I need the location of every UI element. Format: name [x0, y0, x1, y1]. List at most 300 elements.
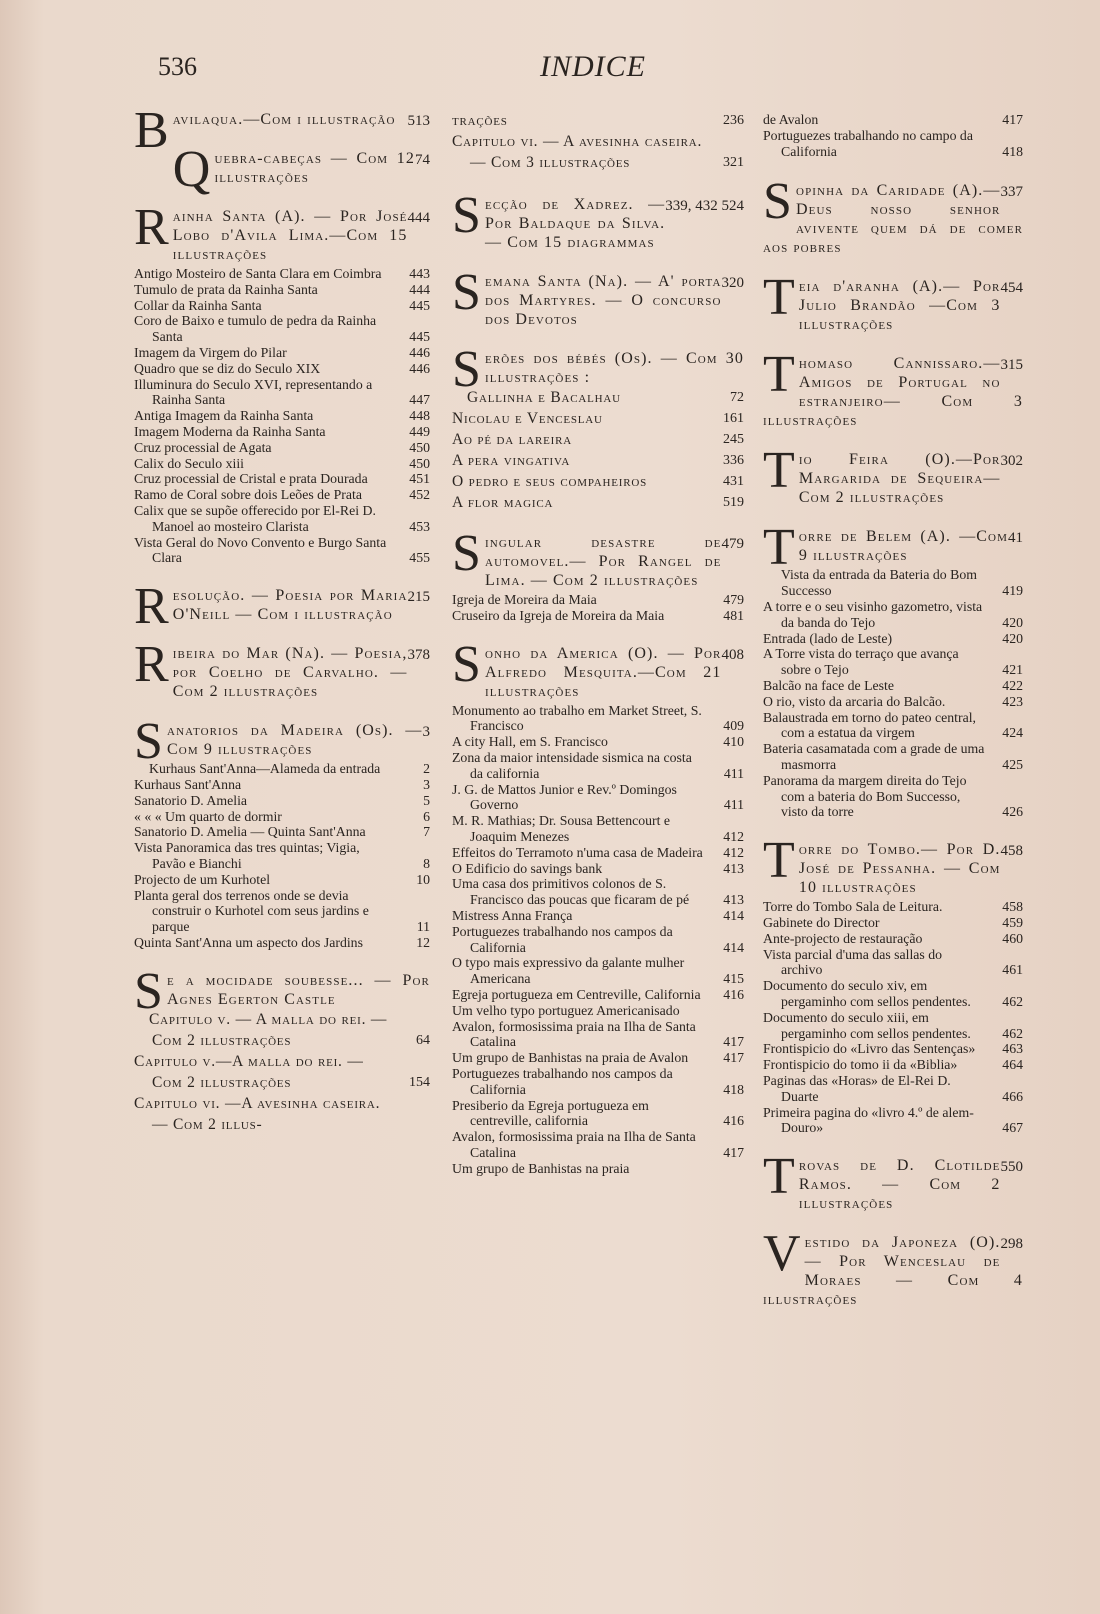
entry-title: esolução. — Poesia por Maria O'Neill — Com i illustração [172, 587, 408, 624]
index-entry [452, 187, 744, 252]
illustration-item [452, 955, 744, 987]
illustration-item [134, 282, 430, 298]
illustration-caption: Sanatorio D. Amelia [134, 792, 248, 808]
drop-initial: T [763, 519, 796, 577]
illustration-item [134, 345, 430, 361]
sub-entry [452, 492, 744, 513]
illustration-page: 445 [409, 297, 430, 313]
illustration-page: 415 [723, 971, 744, 987]
drop-initial: B [134, 102, 170, 159]
entry-heading [452, 187, 744, 252]
illustration-page: 417 [723, 1034, 744, 1050]
illustration-item [134, 298, 430, 314]
illustration-page: 423 [1002, 693, 1023, 709]
entry-page: 513 [407, 113, 430, 129]
illustration-page: 418 [1002, 143, 1023, 159]
illustration-item [763, 128, 1023, 160]
illustration-item [452, 813, 744, 845]
sub-entry-page: 154 [409, 1074, 430, 1090]
drop-initial: S [134, 713, 165, 771]
illustration-caption: Imagem da Virgem do Pilar [134, 344, 287, 360]
illustration-page: 419 [1002, 583, 1023, 599]
entry-heading [134, 636, 430, 701]
illustration-caption: Portuguezes trabalhando no campo da California [763, 127, 973, 159]
illustration-caption: Panorama da margem direita do Tejo com a bateria do Bom Successo, visto da torre [763, 772, 967, 820]
entry-title: estido da Japoneza (O). — Por Wenceslau de Moraes — Com 4 illustrações [763, 1234, 1023, 1309]
entry-heading [134, 578, 430, 636]
illustration-page: 418 [723, 1081, 744, 1097]
illustration-item [452, 782, 744, 814]
drop-initial: T [763, 1148, 796, 1206]
illustration-list [763, 567, 1023, 820]
sub-entry [452, 110, 744, 131]
drop-initial: S [452, 525, 483, 582]
illustration-caption: Avalon, formosissima praia na Ilha de Santa Catalina [452, 1129, 696, 1160]
illustration-list [452, 592, 744, 624]
illustration-caption: Collar da Rainha Santa [134, 297, 262, 313]
drop-initial: R [134, 578, 170, 636]
index-entry [763, 1225, 1023, 1309]
entry-page: 408 [721, 646, 744, 663]
entry-title: e a mocidade soubesse... — Por Agnes Egerton Castle [167, 971, 430, 1008]
illustration-caption: Calix que se supõe offerecido por El-Rei D. Manoel ao mosteiro Clarista [134, 502, 376, 534]
index-entry [763, 112, 1023, 159]
illustration-item [134, 471, 430, 487]
illustration-item [763, 1057, 1023, 1073]
drop-initial: T [763, 442, 796, 500]
illustration-caption: Portuguezes trabalhando nos campos da California [452, 1065, 673, 1097]
illustration-caption: Cruz processial de Agata [134, 439, 272, 455]
index-entry [134, 141, 430, 198]
illustration-item [452, 608, 744, 624]
illustration-item [452, 1003, 744, 1019]
entry-heading [134, 102, 430, 159]
illustration-item [763, 1041, 1023, 1057]
entry-page: 302 [1000, 453, 1023, 470]
illustration-caption: Projecto de um Kurhotel [134, 871, 271, 887]
illustration-item [763, 1105, 1023, 1137]
illustration-item [134, 840, 430, 872]
illustration-page: 412 [723, 844, 744, 860]
entry-page: 337 [1000, 184, 1023, 201]
illustration-caption: Zona da maior intensidade sismica na costa da california [452, 749, 692, 781]
illustration-page: 463 [1002, 1041, 1023, 1057]
illustration-list [763, 112, 1023, 159]
illustration-item [763, 741, 1023, 773]
index-entry [134, 102, 430, 159]
illustration-caption: Tumulo de prata da Rainha Santa [134, 281, 318, 297]
illustration-page: 10 [416, 871, 430, 887]
drop-initial: R [134, 636, 170, 694]
entry-title: ainha Santa (A). — Por José Lobo d'Avila Lima.—Com 15 illustrações [172, 208, 408, 263]
illustration-item [134, 935, 430, 951]
entry-title: eia d'aranha (A).— Por Julio Brandão —Com 3 illustrações [798, 278, 1001, 334]
sub-entry-text: trações [452, 112, 508, 129]
illustration-item [134, 424, 430, 440]
entry-title: ibeira do Mar (Na). — Poesia, por Coelho de Carvalho. — Com 2 illustrações [172, 645, 408, 701]
illustration-item [134, 888, 430, 935]
illustration-page: 461 [1002, 962, 1023, 978]
sub-entry-text: Nicolau e Venceslau [452, 410, 603, 427]
index-entry [134, 636, 430, 701]
sub-entry-text: O pedro e seus compaheiros [452, 473, 648, 490]
illustration-caption: Vista Geral do Novo Convento e Burgo Santa Clara [134, 534, 387, 566]
entry-title: homaso Cannissaro.—Amigos de Portugal no estranjeiro— Com 3 illustrações [763, 355, 1023, 430]
index-column-3 [763, 110, 1023, 1329]
entry-title: io Feira (O).—Por Margarida de Sequeira—Com 2 illustrações [798, 451, 1001, 507]
illustration-item [134, 313, 430, 345]
illustration-caption: Um grupo de Banhistas na praia [452, 1160, 630, 1176]
illustration-caption: A city Hall, em S. Francisco [452, 734, 608, 750]
illustration-page: 460 [1002, 930, 1023, 946]
sub-entry [134, 1051, 430, 1093]
illustration-caption: Entrada (lado de Leste) [763, 630, 893, 646]
illustration-page: 458 [1002, 899, 1023, 915]
drop-initial: Q [172, 141, 212, 198]
entry-heading [763, 519, 1023, 577]
illustration-page: 443 [409, 266, 430, 281]
illustration-page: 416 [723, 986, 744, 1002]
illustration-item [134, 487, 430, 503]
illustration-caption: Paginas das «Horas» de El-Rei D. Duarte [763, 1072, 951, 1104]
entry-page: 320 [721, 275, 744, 291]
entry-page: 215 [407, 589, 430, 606]
illustration-caption: Kurhaus Sant'Anna [134, 776, 242, 792]
illustration-caption: A Torre vista do terraço que avança sobre o Tejo [763, 646, 959, 678]
illustration-item [763, 112, 1023, 128]
sub-entry-page: 519 [723, 495, 744, 510]
sub-entry [452, 387, 744, 408]
illustration-page: 417 [1002, 112, 1023, 127]
illustration-page: 3 [423, 776, 430, 792]
entry-title: rovas de D. Clotilde Ramos. — Com 2 illustrações [798, 1157, 1001, 1213]
entry-title: onho da America (O). — Por Alfredo Mesquita.—Com 21 illustrações [485, 644, 722, 700]
illustration-caption: Documento do seculo xiv, em pergaminho com sellos pendentes. [763, 978, 971, 1009]
illustration-caption: Quadro que se diz do Seculo XIX [134, 360, 321, 376]
illustration-item [134, 456, 430, 472]
sub-entry-text: Capitulo v.—A malla do rei. — Com 2 illustrações [134, 1052, 364, 1091]
sub-entry-text: A flor magica [452, 494, 554, 511]
sub-entry-page: 245 [723, 432, 744, 447]
illustration-page: 11 [416, 919, 430, 935]
sub-entry-text: Gallinha e Bacalhau [467, 389, 621, 406]
illustration-page: 413 [723, 860, 744, 876]
sub-entry-text: Capitulo v. — A malla do rei. — Com 2 illustrações [149, 1010, 388, 1049]
illustration-page: 424 [1002, 725, 1023, 741]
illustration-caption: Sanatorio D. Amelia — Quinta Sant'Anna [134, 824, 366, 840]
illustration-caption: Monumento ao trabalho em Market Street, S. Francisco [452, 702, 702, 734]
illustration-item [452, 908, 744, 924]
sub-entry-text: Capitulo vi. — A avesinha caseira. — Com 3 illustrações [452, 133, 703, 171]
illustration-page: 417 [723, 1050, 744, 1066]
entry-title: ecção de Xadrez. — Por Baldaque da Silva. — Com 15 diagrammas [485, 196, 666, 251]
illustration-page: 12 [416, 934, 430, 950]
illustration-caption: O rio, visto da arcaria do Balcão. [763, 693, 946, 709]
illustration-item [452, 1161, 744, 1177]
entry-page: 458 [1000, 843, 1023, 860]
illustration-item [134, 872, 430, 888]
illustration-list [134, 266, 430, 566]
illustration-item [763, 567, 1023, 599]
illustration-page: 412 [723, 828, 744, 844]
illustration-caption: Vista parcial d'uma das sallas do archivo [763, 946, 943, 978]
illustration-page: 450 [409, 439, 430, 455]
illustration-page: 410 [723, 734, 744, 750]
illustration-list [452, 703, 744, 1177]
illustration-caption: Vista da entrada da Bateria do Bom Successo [780, 567, 977, 599]
illustration-page: 447 [409, 392, 430, 408]
illustration-page: 411 [723, 797, 744, 813]
illustration-item [452, 750, 744, 782]
sub-entry [452, 471, 744, 492]
index-column-2 [452, 110, 744, 1197]
entry-page: 315 [1000, 357, 1023, 374]
sub-entry-page: 336 [723, 453, 744, 468]
index-entry [452, 525, 744, 624]
illustration-list [763, 899, 1023, 1136]
illustration-item [134, 761, 430, 777]
illustration-page: 446 [409, 344, 430, 360]
illustration-caption: Gabinete do Director [763, 914, 880, 930]
illustration-page: 7 [423, 824, 430, 840]
illustration-caption: O Edificio do savings bank [452, 860, 603, 876]
illustration-item [763, 931, 1023, 947]
index-entry [134, 962, 430, 1135]
index-entry [763, 173, 1023, 257]
illustration-caption: Avalon, formosissima praia na Ilha de Santa Catalina [452, 1018, 696, 1050]
page-header [0, 50, 1100, 90]
entry-heading [763, 442, 1023, 507]
entry-heading [134, 141, 430, 198]
illustration-page: 446 [409, 360, 430, 376]
entry-heading [763, 173, 1023, 257]
drop-initial: T [763, 269, 796, 327]
sub-entry [452, 408, 744, 429]
sub-entry-text: A pera vingativa [452, 452, 571, 469]
entry-heading [452, 525, 744, 590]
illustration-page: 448 [409, 408, 430, 424]
drop-initial: T [763, 832, 796, 890]
illustration-item [134, 535, 430, 567]
index-column-1 [134, 102, 430, 1155]
illustration-caption: O typo mais expressivo da galante mulher Americana [452, 955, 685, 987]
entry-page: 41 [1008, 530, 1023, 547]
illustration-caption: Antigo Mosteiro de Santa Clara em Coimbra [134, 266, 382, 281]
index-entry [134, 713, 430, 951]
illustration-page: 2 [423, 761, 430, 777]
illustration-item [452, 861, 744, 877]
illustration-caption: Illuminura do Seculo XVI, representando a Rainha Santa [134, 376, 373, 408]
illustration-item [763, 599, 1023, 631]
illustration-caption: Um grupo de Banhistas na praia de Avalon [452, 1050, 689, 1066]
illustration-item [452, 845, 744, 861]
illustration-caption: Coro de Baixo e tumulo de pedra da Rainha Santa [134, 313, 377, 345]
illustration-caption: Vista Panoramica das tres quintas; Vigia, Pavão e Bianchi [134, 840, 360, 871]
drop-initial: R [134, 199, 170, 256]
illustration-page: 444 [409, 281, 430, 297]
drop-initial: S [452, 187, 483, 244]
illustration-item [452, 1129, 744, 1161]
index-entry [134, 199, 430, 566]
illustration-caption: Balcão na face de Leste [763, 677, 894, 693]
entry-title: avilaqua.—Com i illustração [172, 111, 396, 128]
illustration-item [763, 646, 1023, 678]
index-entry [134, 578, 430, 636]
sub-entry-page: 72 [730, 390, 744, 405]
entry-page: 454 [1000, 280, 1023, 297]
illustration-item [763, 899, 1023, 915]
illustration-item [134, 777, 430, 793]
entry-heading [763, 832, 1023, 897]
running-title: INDICE [540, 50, 646, 83]
illustration-page: 462 [1002, 993, 1023, 1009]
illustration-caption: J. G. de Mattos Junior e Rev.º Domingos Governo [452, 781, 677, 813]
illustration-page: 449 [409, 423, 430, 439]
sub-entry-page: 321 [723, 155, 744, 170]
illustration-caption: Quinta Sant'Anna um aspecto dos Jardins [134, 934, 363, 950]
illustration-item [134, 824, 430, 840]
illustration-caption: Uma casa dos primitivos colonos de S. Francisco das poucas que ficaram de pé [452, 876, 690, 908]
sub-entry [452, 429, 744, 450]
illustration-caption: Kurhaus Sant'Anna—Alameda da entrada [149, 761, 381, 777]
illustration-caption: Antiga Imagem da Rainha Santa [134, 408, 314, 424]
illustration-item [134, 361, 430, 377]
illustration-item [452, 876, 744, 908]
drop-initial: T [763, 346, 796, 404]
illustration-page: 413 [723, 892, 744, 908]
entry-heading [763, 1148, 1023, 1213]
illustration-page: 445 [409, 329, 430, 345]
illustration-item [763, 678, 1023, 694]
illustration-item [763, 710, 1023, 742]
illustration-caption: Imagem Moderna da Rainha Santa [134, 423, 326, 439]
index-entry [452, 635, 744, 1177]
illustration-page: 416 [723, 1113, 744, 1129]
illustration-page: 452 [409, 487, 430, 503]
illustration-caption: Igreja de Moreira da Maia [452, 592, 597, 607]
illustration-caption: Documento do seculo xiii, em pergaminho com sellos pendentes. [763, 1009, 971, 1041]
entry-title: emana Santa (Na). — A' porta dos Martyres. — O concurso dos Devotos [485, 273, 722, 328]
illustration-item [763, 947, 1023, 979]
illustration-page: 5 [423, 792, 430, 808]
illustration-caption: Presiberio da Egreja portugueza em centreville, california [452, 1097, 649, 1129]
illustration-list [134, 761, 430, 951]
sub-entry-text: Capitulo vi. —A avesinha caseira. — Com 2 illus- [134, 1094, 381, 1133]
entry-title: anatorios da Madeira (Os). — Com 9 illustrações [167, 722, 423, 759]
illustration-item [452, 1098, 744, 1130]
illustration-item [452, 1019, 744, 1051]
illustration-item [134, 408, 430, 424]
sub-entry-page: 431 [723, 474, 744, 489]
illustration-item [763, 1010, 1023, 1042]
drop-initial: S [134, 962, 165, 1020]
illustration-item [134, 793, 430, 809]
illustration-page: 459 [1002, 914, 1023, 930]
illustration-caption: Bateria casamatada com a grade de uma masmorra [763, 741, 985, 772]
entry-page: 298 [1000, 1236, 1023, 1253]
illustration-caption: de Avalon [763, 112, 819, 127]
sub-entry-page: 64 [416, 1032, 430, 1048]
illustration-page: 425 [1002, 756, 1023, 772]
entry-heading [763, 346, 1023, 430]
entry-page: 378 [407, 647, 430, 664]
entry-page: 550 [1000, 1159, 1023, 1176]
illustration-page: 481 [723, 607, 744, 623]
illustration-page: 417 [723, 1144, 744, 1160]
index-entry [452, 341, 744, 513]
entry-title: uebra-cabeças — Com 12 illustrações [214, 150, 415, 186]
illustration-caption: Balaustrada em torno do pateo central, com a estatua da virgem [763, 709, 977, 741]
drop-initial: S [452, 635, 483, 693]
entry-heading [452, 264, 744, 329]
index-entry [763, 346, 1023, 430]
entry-heading [134, 962, 430, 1020]
illustration-item [134, 503, 430, 535]
entry-title: orre de Belem (A). —Com 9 illustrações [798, 528, 1008, 565]
illustration-caption: Torre do Tombo Sala de Leitura. [763, 899, 943, 915]
illustration-page: 453 [409, 518, 430, 534]
entry-page: 444 [407, 210, 430, 226]
illustration-caption: Ante-projecto de restauração [763, 930, 923, 946]
illustration-page: 466 [1002, 1088, 1023, 1104]
illustration-page: 420 [1002, 630, 1023, 646]
illustration-page: 464 [1002, 1057, 1023, 1073]
illustration-page: 421 [1002, 662, 1023, 678]
entry-heading [452, 635, 744, 701]
entry-title: orre do Tombo.— Por D. José de Pessanha. — Com 10 illustrações [798, 841, 1001, 897]
sub-entry [452, 131, 744, 173]
illustration-page: 451 [409, 471, 430, 487]
illustration-page: 479 [723, 592, 744, 607]
entry-heading [134, 199, 430, 264]
illustration-item [134, 377, 430, 409]
index-entry [452, 264, 744, 329]
illustration-page: 462 [1002, 1025, 1023, 1041]
entry-heading [763, 269, 1023, 334]
index-entry [763, 1148, 1023, 1213]
drop-initial: S [452, 341, 483, 398]
illustration-caption: Egreja portugueza em Centreville, California [452, 986, 701, 1002]
drop-initial: S [763, 173, 794, 231]
illustration-item [763, 1073, 1023, 1105]
illustration-page: 467 [1002, 1120, 1023, 1136]
illustration-item [452, 703, 744, 735]
illustration-caption: « « « Um quarto de dormir [134, 808, 282, 824]
entry-page: 479 [721, 536, 744, 552]
illustration-item [763, 915, 1023, 931]
illustration-page: 420 [1002, 614, 1023, 630]
index-entry [763, 832, 1023, 1136]
illustration-caption: A torre e o seu visinho gazometro, vista da banda do Tejo [763, 598, 983, 630]
entry-page: 74 [415, 152, 430, 168]
illustration-caption: Frontispicio do tomo ii da «Biblia» [763, 1057, 958, 1073]
entry-heading [763, 1225, 1023, 1309]
illustration-page: 414 [723, 907, 744, 923]
illustration-item [134, 440, 430, 456]
illustration-caption: Mistress Anna França [452, 907, 573, 923]
illustration-page: 450 [409, 455, 430, 471]
illustration-item [763, 694, 1023, 710]
illustration-caption: Portuguezes trabalhando nos campos da California [452, 923, 673, 955]
entry-title: erões dos bébés (Os). — Com 30 illustrações : [485, 350, 744, 386]
illustration-item [452, 924, 744, 956]
entry-page: 339, 432 524 [665, 198, 744, 214]
illustration-item [452, 1066, 744, 1098]
sub-entry [134, 1093, 430, 1135]
drop-initial: V [763, 1225, 802, 1283]
illustration-page: 455 [409, 550, 430, 566]
illustration-item [134, 809, 430, 825]
